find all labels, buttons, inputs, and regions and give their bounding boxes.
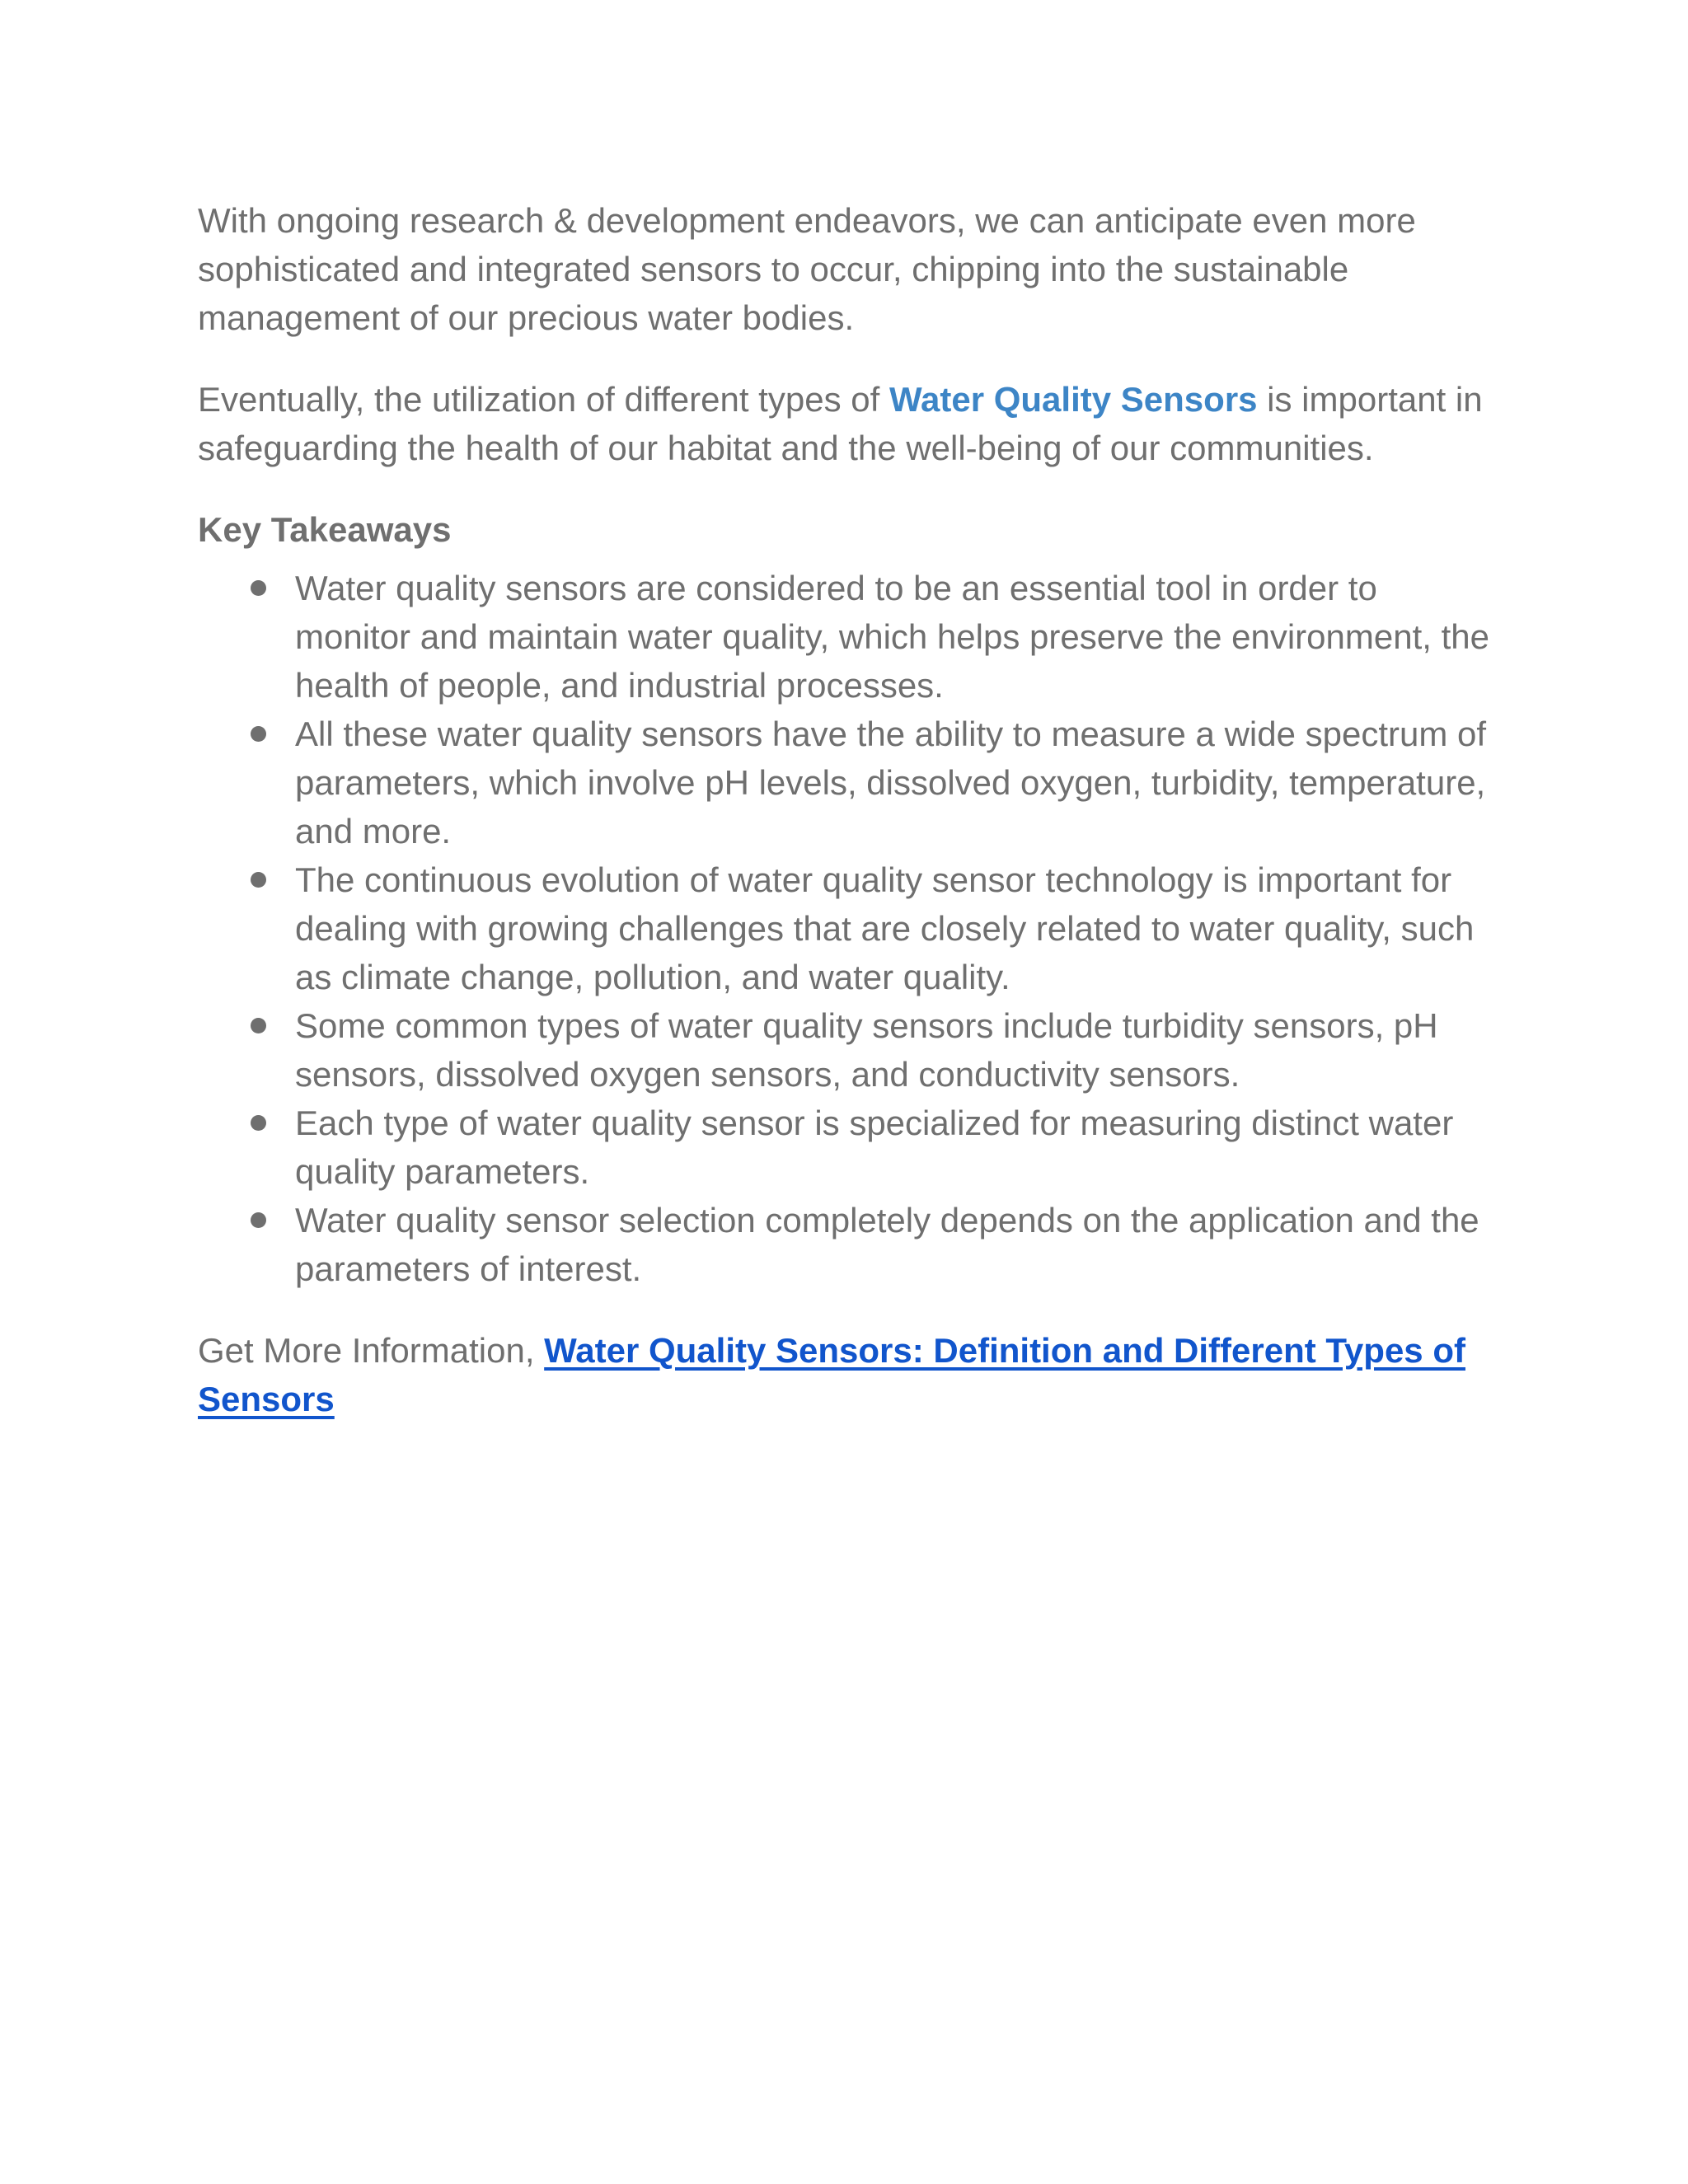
list-item-text: The continuous evolution of water quality sensor technology is important for dealing with growing challenges that are closely related to water quality, such as climate change, pollution, and water quality. [295, 860, 1475, 996]
list-item [198, 1001, 1500, 1099]
list-item [198, 1196, 1500, 1293]
bullet-icon [251, 1212, 266, 1228]
list-item [198, 1099, 1500, 1196]
paragraph-utilization-text-end: is important in safeguarding the health of our habitat and the well-being of our communities. [198, 380, 1483, 467]
key-takeaways-heading: Key Takeaways [198, 510, 452, 549]
list-item-text: Water quality sensors are considered to be an essential tool in order to monitor and maintain water quality, which helps preserve the environment, the health of people, and industrial processes. [295, 569, 1489, 705]
list-item-text: Some common types of water quality sensors include turbidity sensors, pH sensors, dissolved oxygen sensors, and conductivity sensors. [295, 1006, 1438, 1094]
paragraph-utilization [198, 375, 1500, 472]
list-item [198, 855, 1500, 1001]
key-takeaways-list [198, 564, 1500, 1293]
bullet-icon [251, 1018, 266, 1033]
bullet-icon [251, 580, 266, 596]
list-item-text: Water quality sensor selection completely depends on the application and the parameters of interest. [295, 1201, 1479, 1288]
paragraph-research [198, 196, 1500, 342]
bullet-icon [251, 1115, 266, 1131]
list-item-text: Each type of water quality sensor is specialized for measuring distinct water quality parameters. [295, 1104, 1454, 1191]
more-information [198, 1326, 1500, 1423]
list-item [198, 564, 1500, 710]
water-quality-sensors-link[interactable]: Water Quality Sensors [889, 380, 1258, 419]
list-item-text: All these water quality sensors have the ability to measure a wide spectrum of parameters, which involve pH levels, dissolved oxygen, turbidity, temperature, and more. [295, 715, 1487, 851]
list-item [198, 710, 1500, 855]
bullet-icon [251, 726, 266, 742]
paragraph-utilization-text-start: Eventually, the utilization of different types of [198, 380, 889, 419]
more-information-prefix: Get More Information, [198, 1331, 545, 1370]
bullet-icon [251, 872, 266, 888]
paragraph-research-text: With ongoing research & development endeavors, we can anticipate even more sophisticated and integrated sensors to occur, chipping into the sustainable management of our precious water bodies. [198, 201, 1416, 337]
document-body [198, 196, 1500, 1423]
definition-article-link[interactable]: Water Quality Sensors: Definition and Different Types of Sensors [198, 1331, 1465, 1418]
